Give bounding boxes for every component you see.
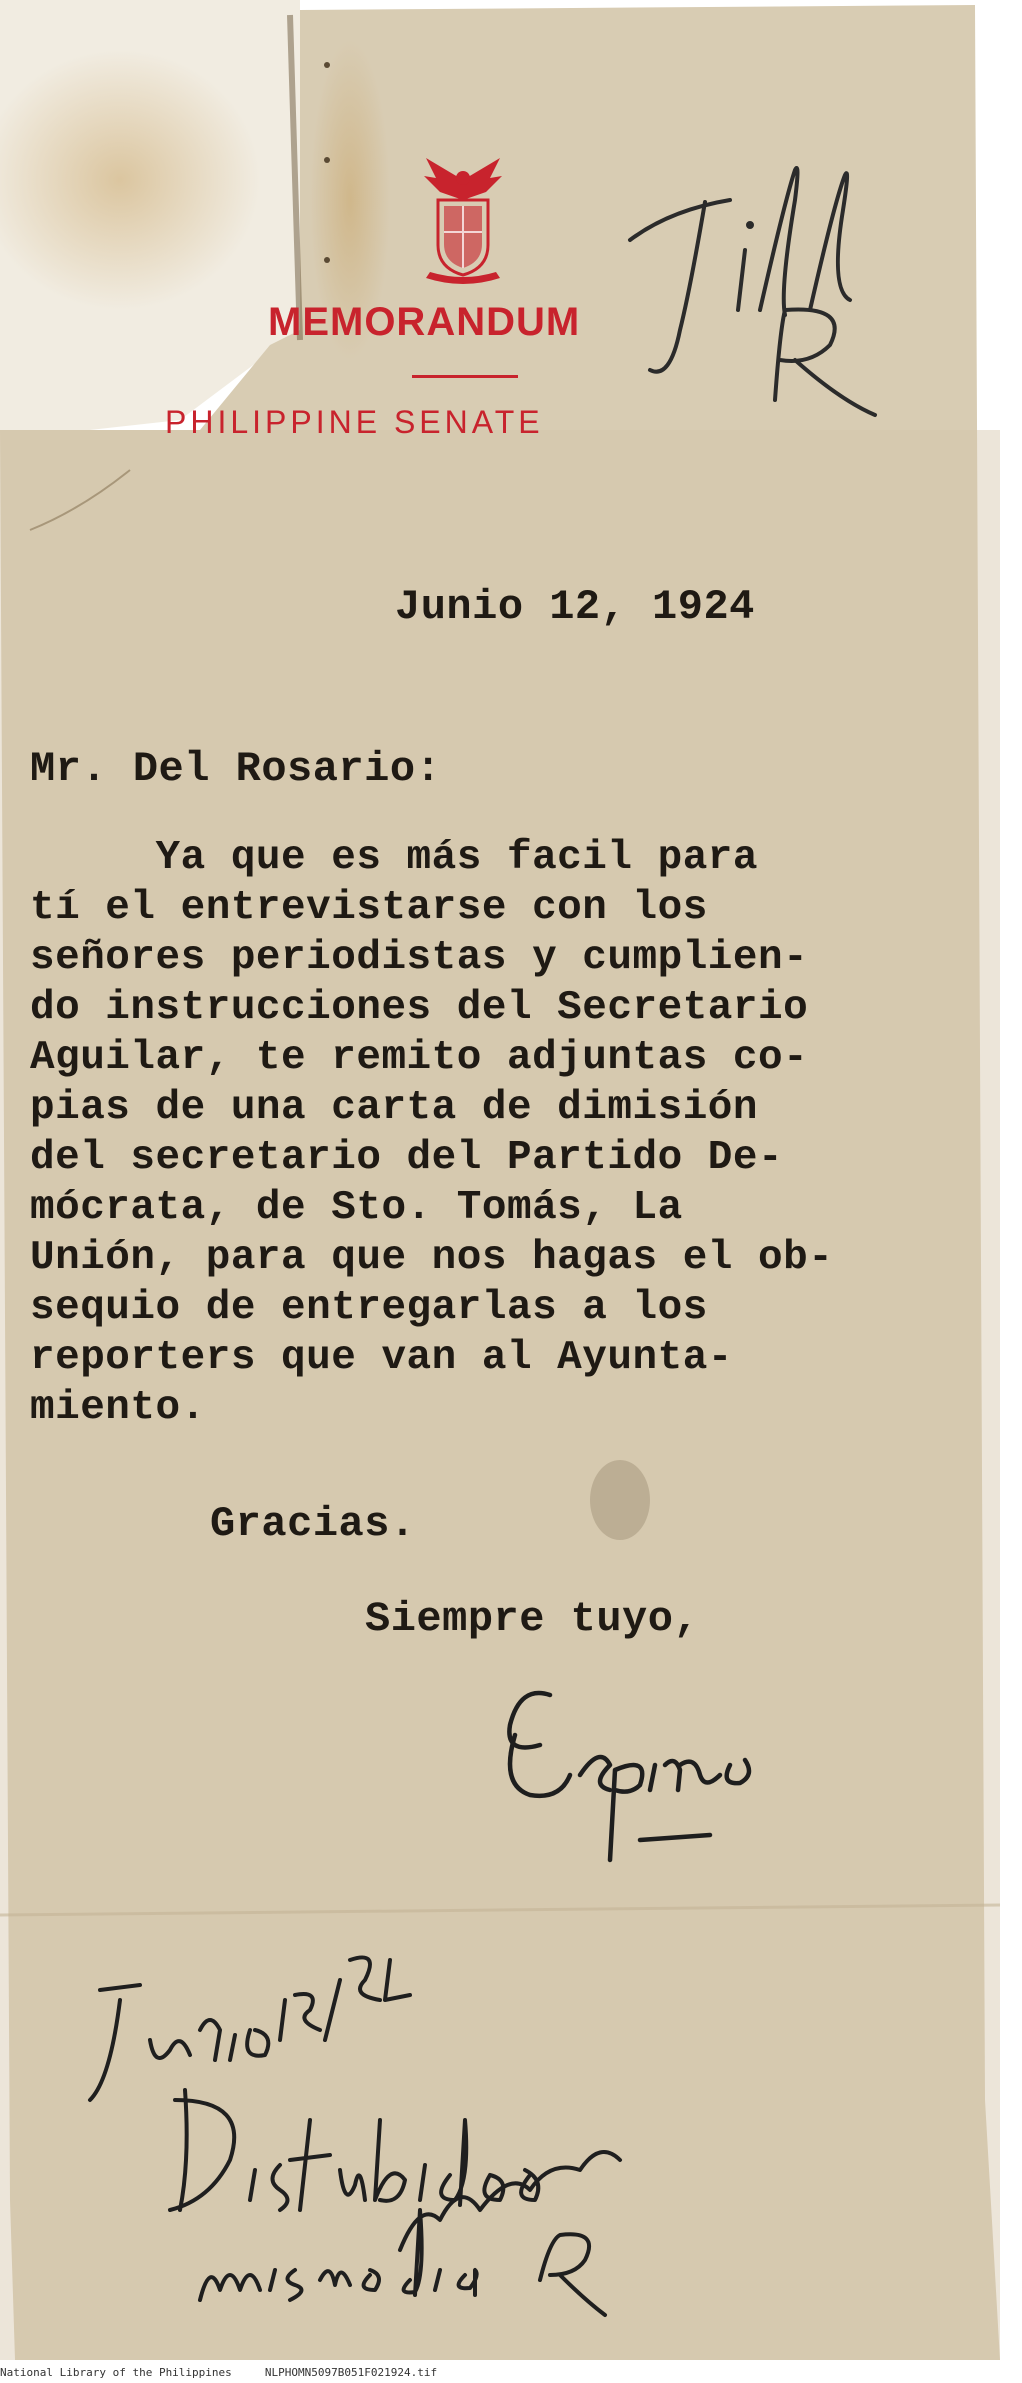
memo-body-line: sequio de entregarlas a los — [30, 1285, 708, 1331]
memo-body-line: tí el entrevistarse con los — [30, 885, 708, 931]
handwritten-note-top-right — [610, 140, 910, 440]
memo-body-line: del secretario del Partido De- — [30, 1135, 784, 1181]
handwritten-note-bottom — [80, 1780, 700, 2340]
memo-body-line: mócrata, de Sto. Tomás, La — [30, 1185, 683, 1231]
memo-closing: Siempre tuyo, — [365, 1595, 700, 1643]
memo-salutation: Mr. Del Rosario: — [30, 745, 442, 793]
memo-body-line: do instrucciones del Secretario — [30, 985, 809, 1031]
scan-footer-caption: National Library of the Philippines NLPHOMN5097B051F021924.tif — [0, 2366, 438, 2379]
memo-body-line: Unión, para que nos hagas el ob- — [30, 1235, 834, 1281]
memo-body-line: pias de una carta de dimisión — [30, 1085, 759, 1131]
letterhead-divider — [412, 375, 518, 378]
memo-body-line: señores periodistas y cumplien- — [30, 935, 809, 981]
memo-body-line: miento. — [30, 1385, 206, 1431]
eagle-crest-seal-icon — [418, 150, 508, 290]
memo-body-line: Ya que es más facil para — [30, 835, 759, 881]
memo-date: Junio 12, 1924 — [395, 583, 755, 631]
letterhead-subtitle: PHILIPPINE SENATE — [165, 404, 544, 440]
memo-body-line: reporters que van al Ayunta- — [30, 1335, 733, 1381]
memo-thanks: Gracias. — [210, 1500, 416, 1548]
letterhead-title: MEMORANDUM — [268, 300, 581, 344]
memo-body-line: Aguilar, te remito adjuntas co- — [30, 1035, 809, 1081]
